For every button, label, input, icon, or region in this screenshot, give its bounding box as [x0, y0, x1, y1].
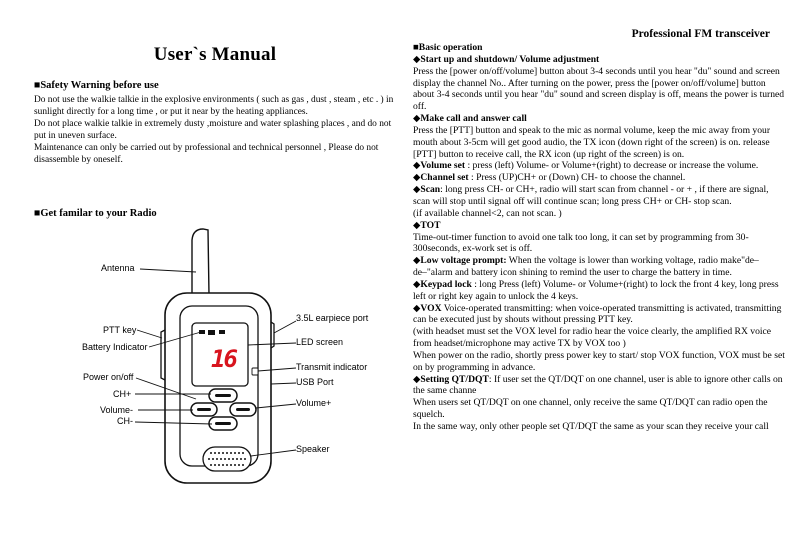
- qt-heading: ◆Setting QT/DQT: [413, 373, 489, 385]
- startup-heading: ◆Start up and shutdown/ Volume adjustment: [413, 53, 600, 65]
- tot-heading: ◆TOT: [413, 219, 441, 231]
- scan-heading: ◆Scan: [413, 184, 441, 196]
- label-volume-minus: Volume-: [100, 405, 134, 415]
- label-transmit-indicator: Transmit indicator: [296, 362, 368, 372]
- lowvolt-heading: ◆Low voltage prompt:: [413, 255, 507, 267]
- speaker-grille: [203, 447, 251, 471]
- label-power-onoff: Power on/off: [83, 372, 134, 382]
- safety-paragraph: Do not use the walkie talkie in the explosive environments ( such as gas , dust , steam , etc . ) in sunlight directly for a long time , or put it near by the heating appliances.: [34, 95, 394, 118]
- vox-text: Voice-operated transmitting: when voice-operated transmitting is activated, transmitting can be executed just by shouts without pressing PTT key.: [413, 302, 782, 326]
- product-title: Professional FM transceiver: [631, 28, 770, 40]
- channel-heading: ◆Channel set: [413, 172, 469, 184]
- volume-paragraph: [413, 160, 785, 172]
- battery-block: [208, 330, 215, 335]
- label-usb-port: USB Port: [296, 377, 334, 387]
- qt-paragraph: [413, 374, 785, 398]
- lowvolt-paragraph: [413, 255, 785, 279]
- keypad-heading: ◆Keypad lock: [413, 278, 472, 290]
- keypad-text: : long Press (left) Volume- or Volume+(right) to lock the front 4 key, long press left or right key again to unlock the 4 keys.: [413, 278, 779, 302]
- label-speaker: Speaker: [296, 444, 330, 454]
- vox-heading: ◆VOX: [413, 302, 442, 314]
- qt-note: In the same way, only other people set QT/DQT the same as your scan they receive your call: [413, 421, 769, 432]
- radio-heading: ■Get familar to your Radio: [34, 208, 157, 219]
- tx-indicator: [252, 368, 258, 375]
- scan-text: : long press CH- or CH+, radio will start scan from channel - or + , if there are signal, scan will stop until signal off will continue scan; long press CH+ or CH- stop scan.: [413, 184, 769, 207]
- vox-note: (with headset must set the VOX level for radio hear the voice clearly, the amplified RX voice from headset/microphone may active TX by VOX too ): [413, 326, 772, 350]
- keypad-paragraph: [413, 279, 785, 303]
- label-battery-indicator: Battery Indicator: [82, 342, 148, 352]
- antenna-shape: [192, 229, 209, 295]
- safety-paragraph: Do not place walkie talkie in extremely dusty ,moisture and water splashing places , and do not put in uneven surface.: [34, 119, 392, 142]
- basic-operation-heading: ■Basic operation: [413, 42, 483, 53]
- label-volume-plus: Volume+: [296, 398, 332, 408]
- volume-plus-inner: [236, 408, 250, 411]
- qt-note: When users set QT/DQT on one channel, only receive the same QT/DQT can radio open the squelch.: [413, 397, 768, 421]
- label-ptt-key: PTT key: [103, 325, 137, 335]
- call-text: Press the [PTT] button and speak to the mic as normal volume, keep the mic away from your mouth about 3-5cm will get good audio, the TX icon (down right of the screen) is on. release [PTT] button to receive call, the RX icon (up right of the screen) is on.: [413, 124, 771, 160]
- scan-note: (if available channel<2, can not scan. ): [413, 207, 562, 219]
- label-ch-plus: CH+: [113, 389, 132, 399]
- ch-minus-inner: [215, 422, 231, 425]
- vox-paragraph: [413, 303, 785, 327]
- label-led-screen: LED screen: [296, 337, 344, 347]
- startup-text: Press the [power on/off/volume] button about 3-4 seconds until you hear "du" sound and screen display the channel No.. After turning on the power, press the [power on/off/volume] button about 3-4 seconds until you hear "du" sound and screen display is off, means the power is turned off.: [413, 65, 785, 113]
- volume-text: : press (left) Volume- or Volume+(right) to decrease or increase the volume.: [465, 160, 759, 172]
- safety-paragraph: Maintenance can only be carried out by professional and technical personnel , Please do not disassemble by oneself.: [34, 143, 379, 166]
- ch-plus-inner: [215, 394, 231, 397]
- battery-block: [219, 330, 225, 334]
- manual-title: User`s Manual: [153, 44, 277, 65]
- label-antenna: Antenna: [101, 263, 135, 273]
- scan-paragraph: [413, 184, 785, 208]
- lowvolt-text: When the voltage is lower than working voltage, radio make"de–de–"alarm and battery icon shining to remind the user to charge the battery in time.: [413, 255, 759, 279]
- basic-operation-section: [413, 42, 785, 433]
- display-digits: 16: [211, 345, 236, 373]
- volume-heading: ◆Volume set: [413, 160, 466, 172]
- safety-heading: ■Safety Warning before use: [34, 80, 159, 91]
- channel-paragraph: [413, 172, 785, 184]
- label-ch-minus: CH-: [117, 416, 133, 426]
- volume-minus-inner: [197, 408, 211, 411]
- qt-text: : If user set the QT/DQT on one channel, user is able to ignore other calls on the same channe: [413, 373, 783, 397]
- call-heading: ◆Make call and answer call: [413, 113, 527, 125]
- channel-text: : Press (UP)CH+ or (Down) CH- to choose the channel.: [468, 172, 686, 184]
- label-earpiece-port: 3.5L earpiece port: [296, 313, 369, 323]
- vox-note: When power on the radio, shortly press power key to start/ stop VOX function, VOX must be set on by programming in advance.: [413, 349, 785, 373]
- tot-text: Time-out-timer function to avoid one talk too long, it can set by programming from 30-300seconds, ex-work set is off.: [413, 231, 749, 255]
